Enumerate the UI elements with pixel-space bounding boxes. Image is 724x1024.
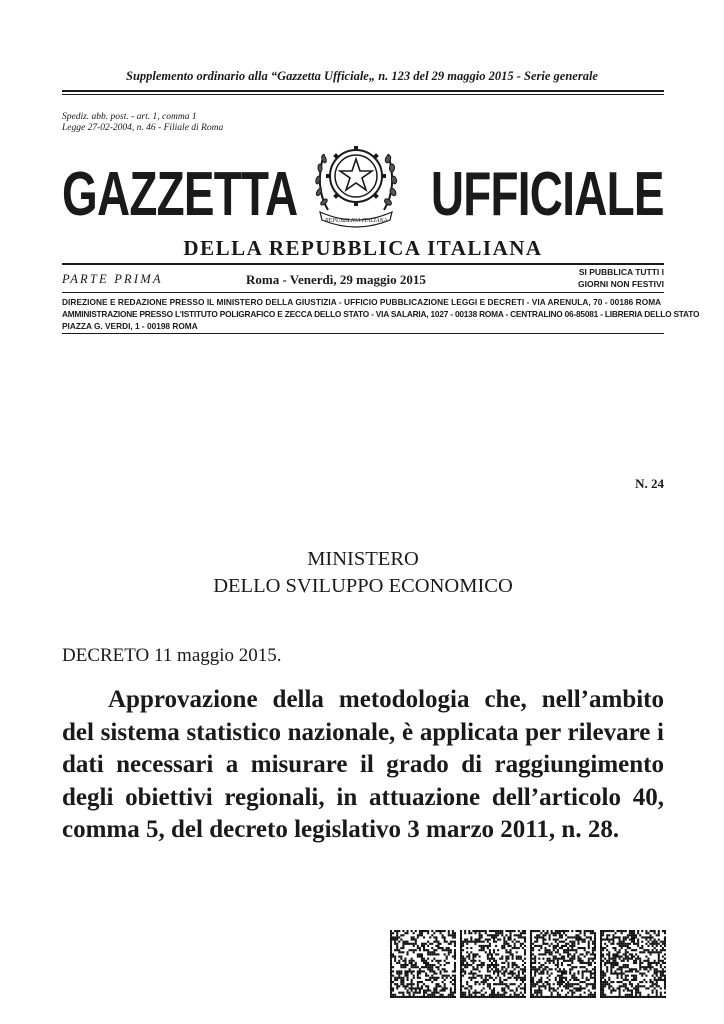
- masthead-subtitle: DELLA REPUBBLICA ITALIANA: [183, 236, 543, 260]
- subtitle-rule: [62, 263, 664, 265]
- masthead-gazzetta: GAZZETTA: [62, 160, 298, 229]
- publication-note-line: SI PUBBLICA TUTTI I: [578, 267, 664, 277]
- header-rule-thin: [62, 94, 664, 95]
- direzione-rule: [62, 333, 664, 334]
- ministry-line: MINISTERO: [307, 548, 419, 570]
- repubblica-italiana-emblem-icon: [306, 132, 406, 230]
- direzione-block: [62, 296, 700, 332]
- decree-title-text: Approvazione della metodologia che, nell’ambito del sistema statistico nazionale, è applicata per rilevare i dati necessari a misurare il grado di raggiungimento degli obiettivi regionali, in attuazione dell’articolo 40, comma 5, del decreto legislativo 3 marzo 2011, n. 28.: [62, 686, 664, 843]
- parte-label: PARTE PRIMA: [62, 272, 163, 286]
- ministry-line: DELLO SVILUPPO ECONOMICO: [213, 575, 513, 597]
- ministry-heading: [62, 546, 664, 600]
- barcode-block: [530, 930, 596, 998]
- postal-notice: [62, 112, 223, 134]
- emblem-ribbon-text: REPUBBLICA ITALIANA: [324, 218, 388, 224]
- barcode-block: [390, 930, 456, 998]
- masthead-ufficiale: UFFICIALE: [431, 160, 664, 229]
- issue-date: Roma - Venerdì, 29 maggio 2015: [246, 272, 426, 287]
- datamatrix-barcode-icon: [390, 930, 666, 998]
- barcode-block: [460, 930, 526, 998]
- postal-notice-line: Spediz. abb. post. - art. 1, comma 1: [62, 112, 197, 122]
- publication-note-line: GIORNI NON FESTIVI: [578, 279, 664, 289]
- direzione-line: DIREZIONE E REDAZIONE PRESSO IL MINISTERO DELLA GIUSTIZIA - UFFICIO PUBBLICAZIONE LEGGI E DECRETI - VIA ARENULA, 70 - 00186 ROMA: [62, 297, 662, 307]
- issue-number: N. 24: [635, 476, 664, 491]
- postal-notice-line: Legge 27-02-2004, n. 46 - Filiale di Roma: [62, 123, 224, 133]
- direzione-line: AMMINISTRAZIONE PRESSO L'ISTITUTO POLIGRAFICO E ZECCA DELLO STATO - VIA SALARIA, 1027 - 00138 ROMA - CENTRALINO 06-85081 - LIBRERIA DELLO STATO: [62, 309, 700, 319]
- barcode-block: [600, 930, 666, 998]
- decree-heading: DECRETO 11 maggio 2015.: [62, 645, 282, 666]
- publication-note: [578, 266, 664, 290]
- decree-title: [62, 684, 664, 847]
- header-rule-top: [62, 90, 664, 92]
- supplement-header: Supplemento ordinario alla “Gazzetta Ufficiale„ n. 123 del 29 maggio 2015 - Serie generale: [126, 69, 598, 83]
- direzione-line: PIAZZA G. VERDI, 1 - 00198 ROMA: [62, 321, 198, 331]
- info-rule: [62, 292, 664, 293]
